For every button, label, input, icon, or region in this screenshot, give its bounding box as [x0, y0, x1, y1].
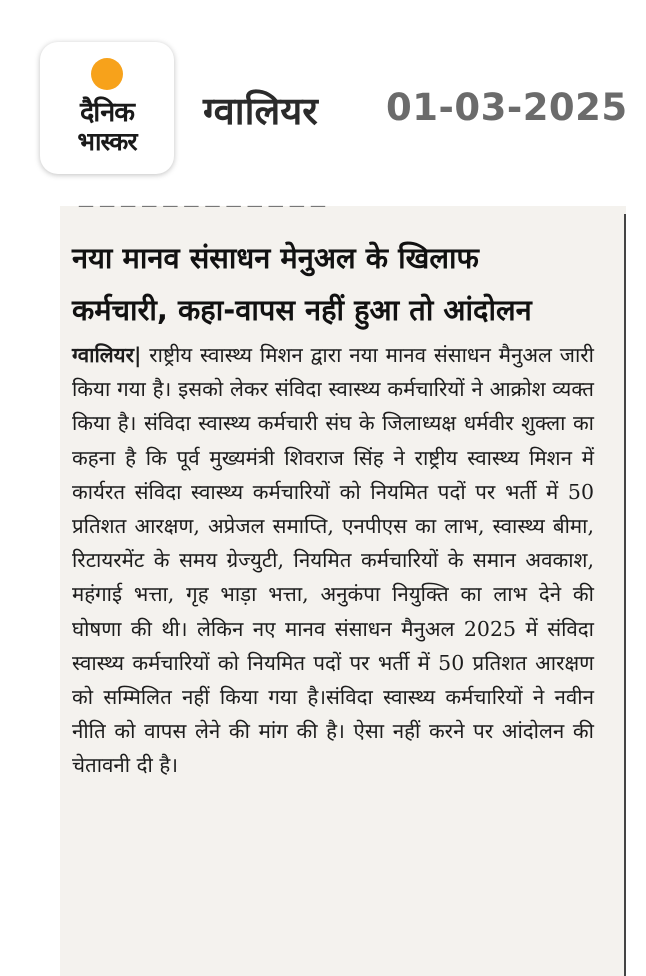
- article-dateline: ग्वालियर|: [72, 343, 142, 367]
- edition-city: ग्वालियर: [203, 89, 318, 133]
- article-body-text: राष्ट्रीय स्वास्थ्य मिशन द्वारा नया मानव संसाधन मैनुअल जारी किया गया है। इसको लेकर संविदा स्वास्थ्य कर्मचारियों ने आक्रोश व्यक्त किया है। संविदा स्वास्थ्य कर्मचारी संघ के जिलाध्यक्ष धर्मवीर शुक्ला का कहना है कि पूर्व मुख्यमंत्री शिवराज सिंह ने राष्ट्रीय स्वास्थ्य मिशन में कार्यरत संविदा स्वास्थ्य कर्मचारियों को नियमित पदों पर भर्ती में 50 प्रतिशत आरक्षण, अप्रेजल समाप्ति, एनपीएस का लाभ, स्वास्थ्य बीमा, रिटायरमेंट के समय ग्रेज्युटी, नियमित कर्मचारियों के समान अवकाश, महंगाई भत्ता, गृह भाड़ा भत्ता, अनुकंपा नियुक्ति का लाभ देने की घोषणा की थी। लेकिन नए मानव संसाधन मैनुअल 2025 में संविदा स्वास्थ्य कर्मचारियों को नियमित पदों पर भर्ती में 50 प्रतिशत आरक्षण को सम्मिलित नहीं किया गया है।संविदा स्वास्थ्य कर्मचारियों ने नवीन नीति को वापस लेने की मांग की है। ऐसा नहीं करने पर आंदोलन की चेतावनी दी है।: [72, 343, 594, 778]
- sun-logo-icon: [91, 58, 123, 90]
- edition-date: 01-03-2025: [386, 86, 628, 129]
- column-rule: [624, 214, 626, 976]
- app-header: [0, 0, 646, 200]
- logo-text-line2: भास्कर: [77, 127, 137, 156]
- logo-text-line1: दैनिक: [79, 97, 135, 128]
- article-headline: [72, 232, 612, 336]
- headline-line-1: नया मानव संसाधन मेनुअल के खिलाफ: [72, 241, 479, 275]
- newspaper-clipping: [60, 196, 626, 976]
- article-body: [72, 338, 594, 783]
- cut-off-previous-text: — — — — — — — — — — — —: [78, 196, 326, 215]
- headline-line-2: कर्मचारी, कहा-वापस नहीं हुआ तो आंदोलन: [72, 293, 532, 327]
- dainik-bhaskar-logo[interactable]: [40, 42, 174, 174]
